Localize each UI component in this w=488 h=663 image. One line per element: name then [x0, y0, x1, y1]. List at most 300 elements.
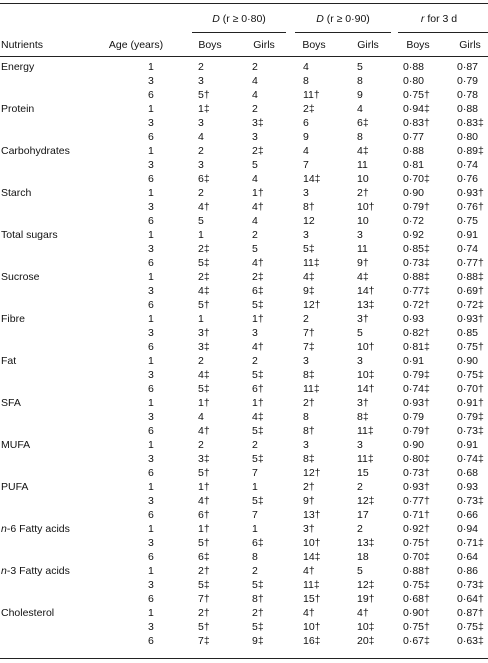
value-cell: 4† [252, 341, 264, 353]
value-cell: 0·88 [457, 103, 479, 115]
value-cell: 0·80 [457, 131, 479, 143]
value-cell: 8‡ [303, 369, 315, 381]
nutrients-header: Nutrients [1, 39, 44, 51]
value-cell: 0·73‡ [403, 257, 430, 269]
age-cell: 1 [148, 229, 154, 241]
value-cell: 0·83† [403, 117, 430, 129]
value-cell: 11‡ [357, 425, 374, 437]
value-cell: 0·93 [403, 313, 425, 325]
value-cell: 18 [357, 551, 369, 563]
value-cell: 2 [252, 103, 258, 115]
value-cell: 11‡ [303, 257, 320, 269]
value-cell: 10† [357, 201, 375, 213]
value-cell: 6† [198, 509, 210, 521]
value-cell: 5‡ [198, 257, 210, 269]
value-cell: 0·87† [457, 607, 484, 619]
age-cell: 3 [148, 411, 154, 423]
value-cell: 0·64† [457, 593, 484, 605]
value-cell: 2 [252, 439, 258, 451]
value-cell: 7 [252, 467, 258, 479]
value-cell: 0·63‡ [457, 635, 484, 647]
value-cell: 0·72† [403, 299, 430, 311]
age-cell: 1 [148, 313, 154, 325]
value-cell: 0·79 [403, 411, 425, 423]
value-cell: 1 [198, 313, 204, 325]
nutrient-name: Carbohydrates [1, 145, 70, 157]
group-rule-2 [295, 32, 391, 33]
subheader-girls-1: Girls [253, 39, 275, 51]
value-cell: 0·85‡ [403, 243, 430, 255]
age-cell: 6 [148, 89, 154, 101]
nutrient-name: Fibre [1, 313, 25, 325]
value-cell: 0·76 [457, 173, 479, 185]
age-cell: 3 [148, 159, 154, 171]
value-cell: 7 [303, 159, 309, 171]
value-cell: 2 [357, 481, 363, 493]
age-cell: 3 [148, 453, 154, 465]
value-cell: 0·93† [457, 313, 484, 325]
value-cell: 1† [252, 397, 264, 409]
value-cell: 0·91 [403, 355, 425, 367]
value-cell: 3 [198, 117, 204, 129]
age-cell: 1 [148, 481, 154, 493]
group-rule-3 [398, 32, 488, 33]
value-cell: 10† [357, 341, 375, 353]
value-cell: 10 [357, 215, 369, 227]
value-cell: 4‡ [357, 271, 369, 283]
value-cell: 2‡ [198, 271, 210, 283]
value-cell: 0·92 [403, 229, 425, 241]
value-cell: 0·77 [403, 131, 425, 143]
value-cell: 4‡ [198, 369, 210, 381]
value-cell: 0·75† [403, 537, 430, 549]
value-cell: 6‡ [198, 551, 210, 563]
value-cell: 0·69† [457, 285, 484, 297]
value-cell: 2† [198, 565, 210, 577]
age-cell: 3 [148, 75, 154, 87]
age-header: Age (years) [108, 39, 164, 51]
value-cell: 8‡ [303, 453, 315, 465]
value-cell: 5‡ [303, 243, 315, 255]
value-cell: 1† [198, 523, 210, 535]
value-cell: 7 [252, 509, 258, 521]
group-header-d-090: D (r ≥ 0·90) [316, 13, 370, 25]
age-cell: 1 [148, 439, 154, 451]
age-cell: 6 [148, 551, 154, 563]
value-cell: 1† [198, 397, 210, 409]
age-cell: 1 [148, 61, 154, 73]
value-cell: 5† [198, 621, 210, 633]
nutrient-name: Protein [1, 103, 35, 115]
value-cell: 2 [198, 145, 204, 157]
value-cell: 15 [357, 467, 369, 479]
value-cell: 11 [357, 159, 368, 171]
value-cell: 0·75‡ [457, 621, 484, 633]
value-cell: 11‡ [357, 453, 374, 465]
value-cell: 12† [303, 299, 321, 311]
age-cell: 6 [148, 509, 154, 521]
value-cell: 3 [303, 439, 309, 451]
value-cell: 0·75‡ [403, 579, 430, 591]
age-cell: 6 [148, 299, 154, 311]
age-cell: 3 [148, 327, 154, 339]
value-cell: 15† [303, 593, 321, 605]
value-cell: 0·75† [403, 621, 430, 633]
value-cell: 2‡ [252, 145, 264, 157]
value-cell: 3 [252, 327, 258, 339]
value-cell: 0·75† [403, 89, 430, 101]
value-cell: 0·77† [457, 257, 484, 269]
age-cell: 1 [148, 145, 154, 157]
value-cell: 0·74 [457, 243, 479, 255]
value-cell: 0·90 [403, 439, 425, 451]
value-cell: 0·73‡ [457, 425, 484, 437]
value-cell: 5† [198, 299, 210, 311]
value-cell: 4† [198, 495, 210, 507]
value-cell: 11‡ [303, 579, 320, 591]
age-cell: 6 [148, 593, 154, 605]
value-cell: 14‡ [303, 173, 321, 185]
value-cell: 6 [303, 117, 309, 129]
value-cell: 0·71‡ [457, 537, 484, 549]
value-cell: 10† [303, 621, 321, 633]
value-cell: 7‡ [303, 341, 315, 353]
nutrient-name: Starch [1, 187, 32, 199]
value-cell: 4† [303, 565, 315, 577]
value-cell: 1† [252, 187, 264, 199]
value-cell: 0·93† [403, 397, 430, 409]
value-cell: 8 [357, 131, 363, 143]
subheader-boys-1: Boys [198, 39, 222, 51]
age-cell: 1 [148, 187, 154, 199]
value-cell: 3 [357, 229, 363, 241]
value-cell: 10† [303, 537, 321, 549]
nutrient-name: PUFA [1, 481, 29, 493]
value-cell: 4 [252, 75, 258, 87]
age-cell: 3 [148, 285, 154, 297]
table-bottom-rule [0, 658, 488, 659]
value-cell: 0·87 [457, 61, 479, 73]
age-cell: 3 [148, 495, 154, 507]
value-cell: 0·74 [457, 159, 479, 171]
value-cell: 6‡ [357, 117, 369, 129]
value-cell: 5‡ [252, 579, 264, 591]
value-cell: 4 [198, 411, 204, 423]
header-bottom-rule [0, 56, 488, 57]
value-cell: 5‡ [198, 579, 210, 591]
value-cell: 13† [303, 509, 321, 521]
value-cell: 13‡ [357, 299, 375, 311]
value-cell: 9 [303, 131, 309, 143]
value-cell: 1‡ [198, 103, 210, 115]
value-cell: 7‡ [198, 635, 210, 647]
nutrient-name: Sucrose [1, 271, 40, 283]
value-cell: 0·74‡ [457, 453, 484, 465]
age-cell: 6 [148, 383, 154, 395]
value-cell: 5‡ [252, 425, 264, 437]
value-cell: 4 [252, 89, 258, 101]
nutrient-name: Fat [1, 355, 17, 367]
age-cell: 6 [148, 131, 154, 143]
value-cell: 0·76† [457, 201, 484, 213]
value-cell: 0·92† [403, 523, 430, 535]
value-cell: 2 [252, 565, 258, 577]
value-cell: 0·80‡ [403, 453, 430, 465]
value-cell: 11‡ [303, 383, 320, 395]
value-cell: 7† [198, 593, 210, 605]
value-cell: 20‡ [357, 635, 375, 647]
value-cell: 0·88‡ [403, 271, 430, 283]
value-cell: 2‡ [252, 271, 264, 283]
value-cell: 2 [198, 355, 204, 367]
value-cell: 8‡ [357, 411, 369, 423]
value-cell: 0·73‡ [457, 579, 484, 591]
value-cell: 0·94 [457, 523, 479, 535]
subheader-boys-2: Boys [302, 39, 326, 51]
value-cell: 14‡ [303, 551, 321, 563]
value-cell: 12 [303, 215, 315, 227]
value-cell: 10‡ [357, 369, 375, 381]
value-cell: 13‡ [357, 537, 375, 549]
value-cell: 2 [198, 61, 204, 73]
value-cell: 5† [198, 537, 210, 549]
value-cell: 0·73‡ [457, 495, 484, 507]
value-cell: 3 [357, 439, 363, 451]
value-cell: 9‡ [303, 285, 315, 297]
value-cell: 8 [252, 551, 258, 563]
value-cell: 2† [198, 607, 210, 619]
value-cell: 2† [303, 397, 315, 409]
value-cell: 0·89‡ [457, 145, 484, 157]
age-cell: 3 [148, 201, 154, 213]
value-cell: 0·85 [457, 327, 479, 339]
value-cell: 5 [252, 159, 258, 171]
value-cell: 2 [303, 313, 309, 325]
value-cell: 5 [357, 61, 363, 73]
age-cell: 6 [148, 215, 154, 227]
value-cell: 1 [252, 481, 258, 493]
value-cell: 2 [198, 439, 204, 451]
value-cell: 2‡ [198, 243, 210, 255]
value-cell: 8† [303, 201, 315, 213]
age-cell: 6 [148, 635, 154, 647]
value-cell: 2‡ [303, 103, 315, 115]
value-cell: 8 [303, 411, 309, 423]
age-cell: 1 [148, 355, 154, 367]
value-cell: 0·75 [457, 215, 479, 227]
value-cell: 8 [303, 75, 309, 87]
value-cell: 4‡ [303, 271, 315, 283]
value-cell: 11† [303, 89, 320, 101]
value-cell: 8 [357, 75, 363, 87]
value-cell: 0·81 [403, 159, 425, 171]
age-cell: 3 [148, 537, 154, 549]
subheader-girls-3: Girls [459, 39, 481, 51]
value-cell: 0·68 [457, 467, 479, 479]
value-cell: 5 [252, 243, 258, 255]
value-cell: 2† [252, 607, 264, 619]
age-cell: 6 [148, 341, 154, 353]
age-cell: 6 [148, 425, 154, 437]
value-cell: 8† [303, 425, 315, 437]
value-cell: 4† [198, 201, 210, 213]
age-cell: 3 [148, 243, 154, 255]
value-cell: 2 [198, 187, 204, 199]
value-cell: 5 [357, 327, 363, 339]
value-cell: 4† [303, 607, 315, 619]
value-cell: 2 [252, 355, 258, 367]
value-cell: 1 [198, 229, 204, 241]
value-cell: 0·79 [457, 75, 479, 87]
value-cell: 4‡ [252, 411, 264, 423]
value-cell: 4† [252, 201, 264, 213]
value-cell: 2 [252, 61, 258, 73]
value-cell: 4‡ [357, 145, 369, 157]
value-cell: 0·90† [403, 607, 430, 619]
value-cell: 5† [198, 89, 210, 101]
age-cell: 3 [148, 579, 154, 591]
value-cell: 0·72 [403, 215, 425, 227]
value-cell: 5 [357, 565, 363, 577]
value-cell: 0·75† [457, 341, 484, 353]
nutrient-name: Energy [1, 61, 35, 73]
subheader-boys-3: Boys [406, 39, 430, 51]
value-cell: 4 [252, 215, 258, 227]
nutrient-name: MUFA [1, 439, 31, 451]
value-cell: 0·64 [457, 551, 479, 563]
age-cell: 1 [148, 607, 154, 619]
group-header-d-080: D (r ≥ 0·80) [212, 13, 266, 25]
value-cell: 11 [357, 243, 368, 255]
value-cell: 0·93† [403, 481, 430, 493]
value-cell: 4 [303, 61, 309, 73]
value-cell: 3 [198, 75, 204, 87]
value-cell: 0·82† [403, 327, 430, 339]
value-cell: 4† [357, 607, 369, 619]
age-cell: 3 [148, 369, 154, 381]
value-cell: 9† [303, 495, 315, 507]
age-cell: 1 [148, 523, 154, 535]
value-cell: 0·88 [403, 61, 425, 73]
value-cell: 1† [198, 481, 210, 493]
value-cell: 0·70† [457, 383, 484, 395]
nutrient-name: Cholesterol [1, 607, 55, 619]
value-cell: 9† [357, 257, 369, 269]
value-cell: 0·79† [403, 425, 430, 437]
value-cell: 5‡ [252, 299, 264, 311]
nutrient-name: Total sugars [1, 229, 58, 241]
value-cell: 0·75‡ [457, 369, 484, 381]
value-cell: 12‡ [357, 579, 375, 591]
age-cell: 1 [148, 397, 154, 409]
value-cell: 3 [303, 229, 309, 241]
value-cell: 3‡ [252, 117, 264, 129]
value-cell: 4 [303, 145, 309, 157]
value-cell: 2† [357, 187, 369, 199]
value-cell: 0·77† [403, 495, 430, 507]
subheader-girls-2: Girls [357, 39, 379, 51]
value-cell: 4 [357, 103, 363, 115]
value-cell: 0·91† [457, 397, 484, 409]
value-cell: 0·72‡ [457, 299, 484, 311]
value-cell: 5‡ [198, 383, 210, 395]
value-cell: 3 [357, 355, 363, 367]
value-cell: 2† [303, 481, 315, 493]
value-cell: 0·91 [457, 229, 479, 241]
value-cell: 0·77‡ [403, 285, 430, 297]
group-header-r-3d: r for 3 d [420, 13, 458, 25]
value-cell: 5‡ [252, 453, 264, 465]
value-cell: 14† [357, 285, 375, 297]
value-cell: 9‡ [252, 635, 264, 647]
value-cell: 0·81‡ [403, 341, 430, 353]
value-cell: 0·91 [457, 439, 479, 451]
value-cell: 6‡ [252, 285, 264, 297]
nutrient-name: SFA [1, 397, 21, 409]
value-cell: 3‡ [198, 341, 210, 353]
value-cell: 12‡ [357, 495, 375, 507]
age-cell: 6 [148, 467, 154, 479]
value-cell: 0·70‡ [403, 173, 430, 185]
age-cell: 1 [148, 565, 154, 577]
age-cell: 6 [148, 257, 154, 269]
value-cell: 19† [357, 593, 375, 605]
value-cell: 0·79‡ [403, 369, 430, 381]
age-cell: 3 [148, 621, 154, 633]
value-cell: 14† [357, 383, 375, 395]
value-cell: 10 [357, 173, 369, 185]
value-cell: 6‡ [252, 537, 264, 549]
value-cell: 8† [252, 593, 264, 605]
value-cell: 3† [357, 397, 369, 409]
value-cell: 9 [357, 89, 363, 101]
value-cell: 3† [198, 327, 210, 339]
age-cell: 1 [148, 271, 154, 283]
value-cell: 3‡ [198, 453, 210, 465]
value-cell: 3 [198, 159, 204, 171]
value-cell: 0·93 [457, 481, 479, 493]
value-cell: 0·90 [457, 355, 479, 367]
value-cell: 1† [252, 313, 264, 325]
value-cell: 0·70‡ [403, 551, 430, 563]
value-cell: 2 [357, 523, 363, 535]
value-cell: 1 [252, 523, 258, 535]
value-cell: 5 [198, 215, 204, 227]
value-cell: 3 [252, 131, 258, 143]
value-cell: 0·67‡ [403, 635, 430, 647]
age-cell: 3 [148, 117, 154, 129]
value-cell: 3 [303, 355, 309, 367]
group-rule-1 [192, 32, 286, 33]
value-cell: 0·88 [403, 145, 425, 157]
value-cell: 6† [252, 383, 264, 395]
value-cell: 0·83‡ [457, 117, 484, 129]
value-cell: 3† [303, 523, 315, 535]
value-cell: 0·66 [457, 509, 479, 521]
value-cell: 5† [198, 467, 210, 479]
value-cell: 6‡ [198, 173, 210, 185]
value-cell: 0·94‡ [403, 103, 430, 115]
value-cell: 4 [198, 131, 204, 143]
value-cell: 0·74‡ [403, 383, 430, 395]
age-cell: 6 [148, 173, 154, 185]
value-cell: 5‡ [252, 369, 264, 381]
value-cell: 7† [303, 327, 315, 339]
value-cell: 0·79‡ [457, 411, 484, 423]
value-cell: 12† [303, 467, 321, 479]
value-cell: 3 [303, 187, 309, 199]
value-cell: 4† [198, 425, 210, 437]
